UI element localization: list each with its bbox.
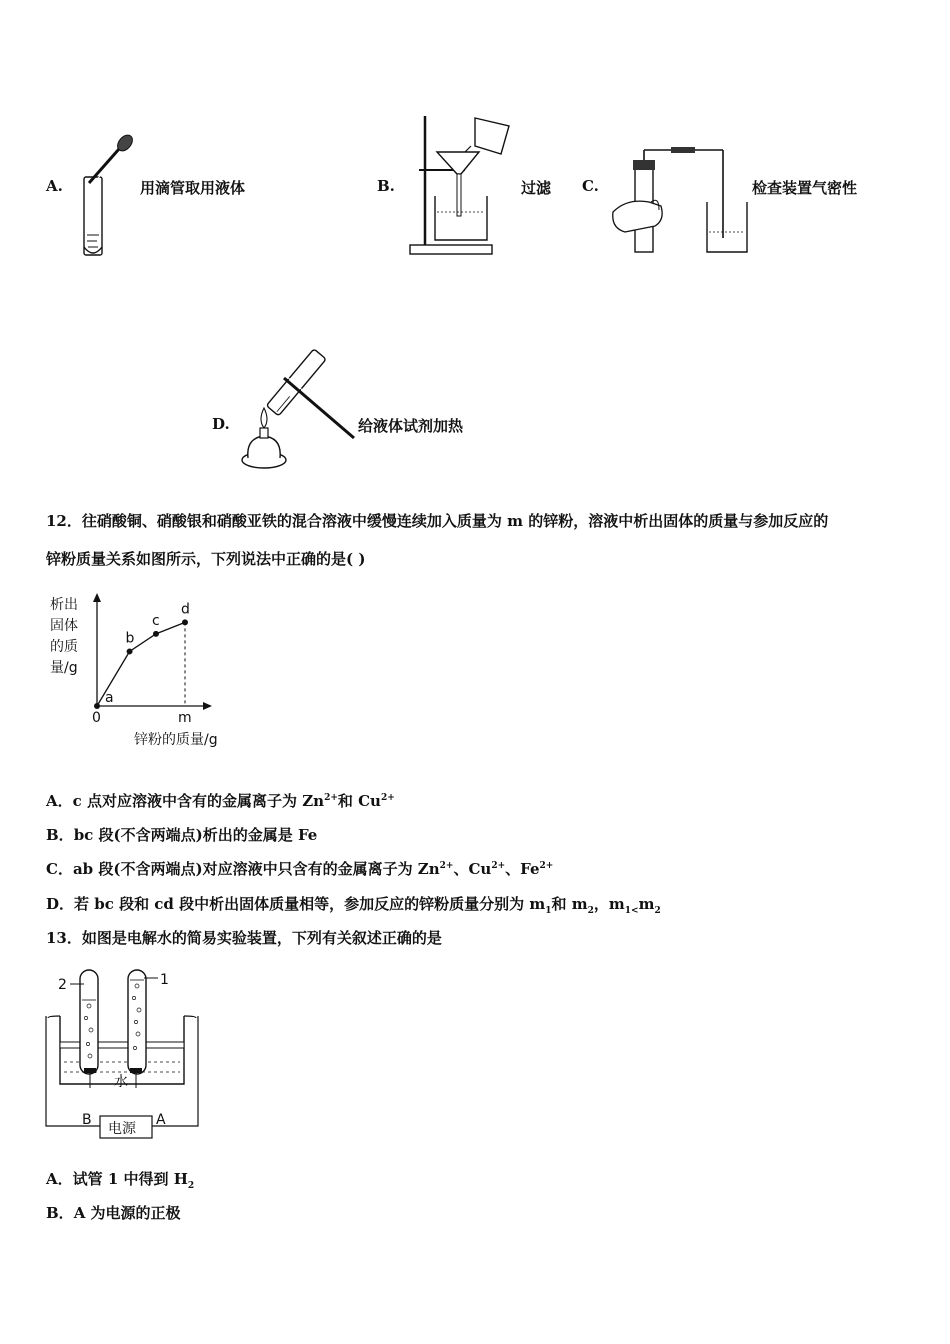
electrode-a-label: A [156,1112,166,1128]
y-label-line-1: 析出 [50,597,78,613]
x-tick-label-m: m [178,710,192,726]
x-axis-label: 锌粉的质量/g [134,732,218,748]
q13-option-b: B．A 为电源的正极 [46,1204,181,1222]
y-axis-arrow [93,593,101,602]
heating-liquid-illustration [238,360,360,472]
q12-option-b: B．bc 段(不含两端点)析出的金属是 Fe [46,826,318,844]
point-d [182,619,188,625]
option-b-label: 过滤 [521,179,552,197]
q12-stem-line1: 12．往硝酸铜、硝酸银和硝酸亚铁的混合溶液中缓慢连续加入质量为 m 的锌粉，溶液中析出固体的质量与参加反应的 [46,512,829,530]
point-label-b: b [125,630,135,647]
filtration-illustration [405,108,520,256]
point-b [127,648,133,654]
option-b-letter: B. [377,177,395,195]
option-c-letter: C. [582,177,599,195]
dropper-illustration [75,135,135,260]
q12-option-c: C．ab 段(不含两端点)对应溶液中只含有的金属离子为 $Zn^{2+}$、$Cu^{2+}$、$Fe^{2+}$ [46,860,554,878]
option-d-label: 给液体试剂加热 [358,417,464,435]
option-a-letter: A. [46,177,63,195]
origin-label: 0 [92,710,101,726]
tube-left-label: 2 [58,977,67,993]
power-label: 电源 [108,1121,136,1137]
q13-option-a: A．试管 1 中得到 $H_2$ [46,1170,195,1191]
airtightness-illustration [605,140,755,258]
water-label: 水 [114,1074,128,1090]
point-label-d: d [181,601,190,618]
point-label-c: c [151,612,160,629]
tube-right-label: 1 [160,972,169,988]
x-axis-arrow [203,702,212,710]
y-label-line-3: 的质 [50,639,78,655]
electrolysis-diagram [44,966,194,1146]
option-c-label: 检查装置气密性 [752,179,858,197]
point-a [94,703,100,709]
q13-stem: 13．如图是电解水的简易实验装置，下列有关叙述正确的是 [46,929,442,947]
option-a-label: 用滴管取用液体 [140,179,246,197]
point-c [153,631,159,637]
q12-option-a: A．c 点对应溶液中含有的金属离子为 $Zn^{2+}$和 $Cu^{2+}$ [46,792,395,810]
q12-chart [46,590,246,755]
y-label-line-2: 固体 [50,618,78,634]
point-label-a: a [105,690,114,706]
electrode-b-label: B [82,1112,92,1128]
q12-option-d: D．若 bc 段和 cd 段中析出固体质量相等，参加反应的锌粉质量分别为 $m_1$和 $m_2$，$m_{1<}m_2$ [46,895,661,916]
y-label-line-4: 量/g [50,660,78,676]
q12-stem-line2: 锌粉质量关系如图所示，下列说法中正确的是( ) [46,550,366,568]
option-d-letter: D. [212,415,230,433]
